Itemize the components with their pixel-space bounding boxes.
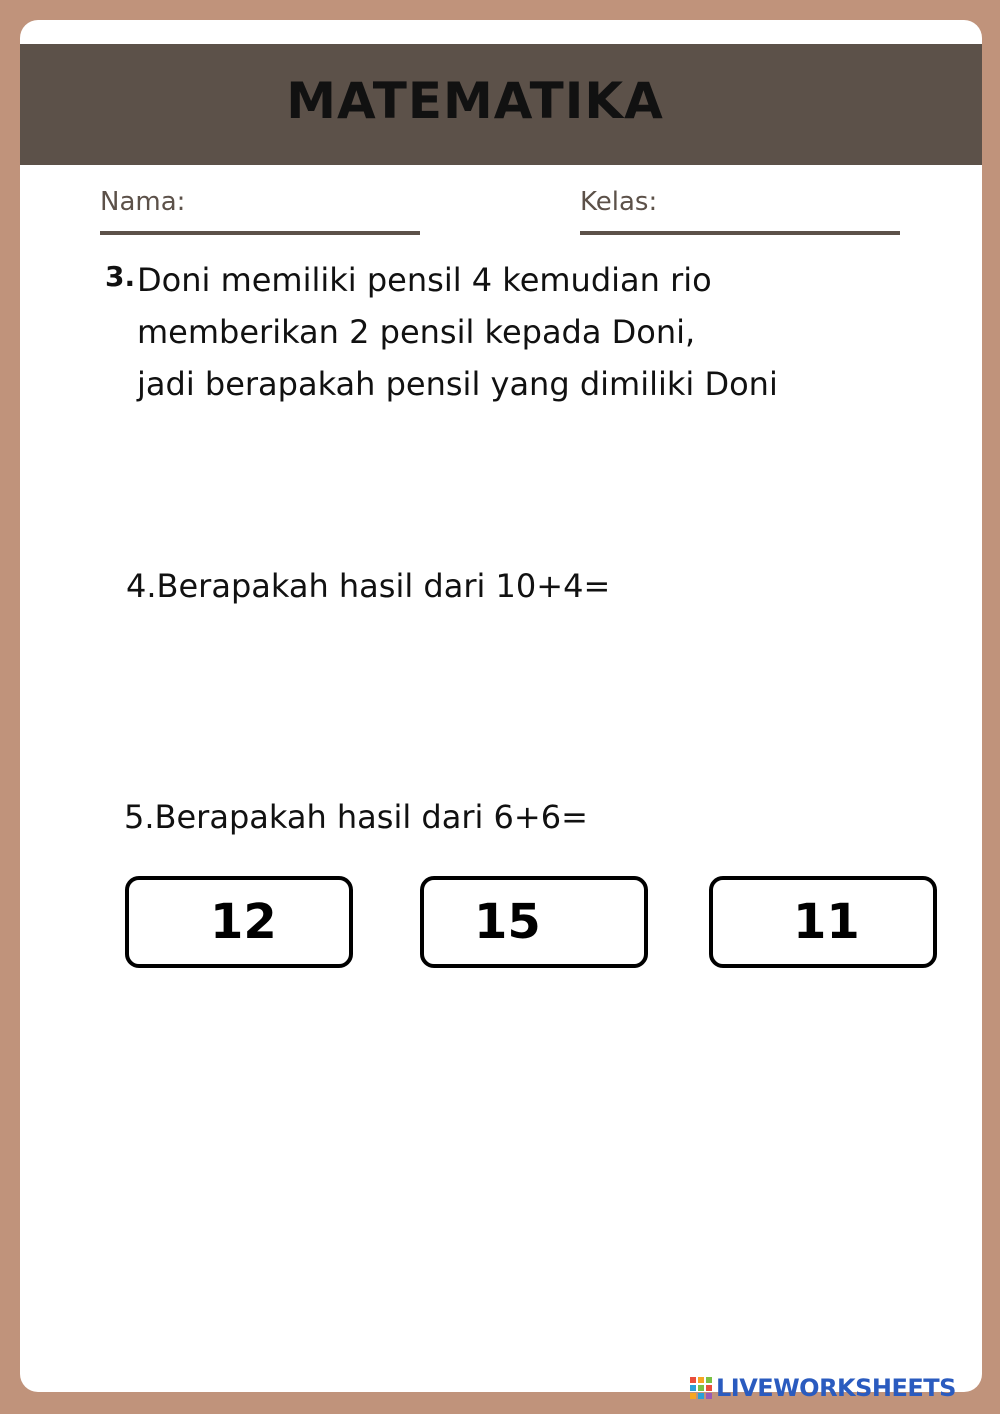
question-3-number: 3. — [105, 260, 136, 293]
header-band — [20, 44, 982, 165]
liveworksheets-logo-icon — [690, 1377, 712, 1399]
answer-option-2[interactable] — [420, 876, 648, 968]
question-4-text: 4.Berapakah hasil dari 10+4= — [126, 567, 611, 605]
name-field[interactable] — [100, 186, 420, 238]
answer-option-1-label: 12 — [210, 894, 277, 950]
name-label: Nama: — [100, 187, 186, 217]
answer-option-3-label: 11 — [793, 894, 860, 950]
name-line — [100, 231, 420, 235]
question-5-text: 5.Berapakah hasil dari 6+6= — [124, 798, 588, 836]
brand-text: LIVEWORKSHEETS — [716, 1374, 956, 1402]
answer-option-3[interactable] — [709, 876, 937, 968]
answer-option-1[interactable] — [125, 876, 353, 968]
answer-option-2-label: 15 — [474, 894, 541, 950]
question-3-line-1: Doni memiliki pensil 4 kemudian rio — [137, 261, 712, 299]
worksheet-page — [20, 20, 982, 1392]
question-3-line-3: jadi berapakah pensil yang dimiliki Doni — [137, 365, 778, 403]
class-line — [580, 231, 900, 235]
question-3-line-2: memberikan 2 pensil kepada Doni, — [137, 313, 696, 351]
page-title: MATEMATIKA — [286, 72, 664, 130]
class-label: Kelas: — [580, 187, 658, 217]
liveworksheets-brand[interactable] — [690, 1372, 956, 1404]
class-field[interactable] — [580, 186, 900, 238]
